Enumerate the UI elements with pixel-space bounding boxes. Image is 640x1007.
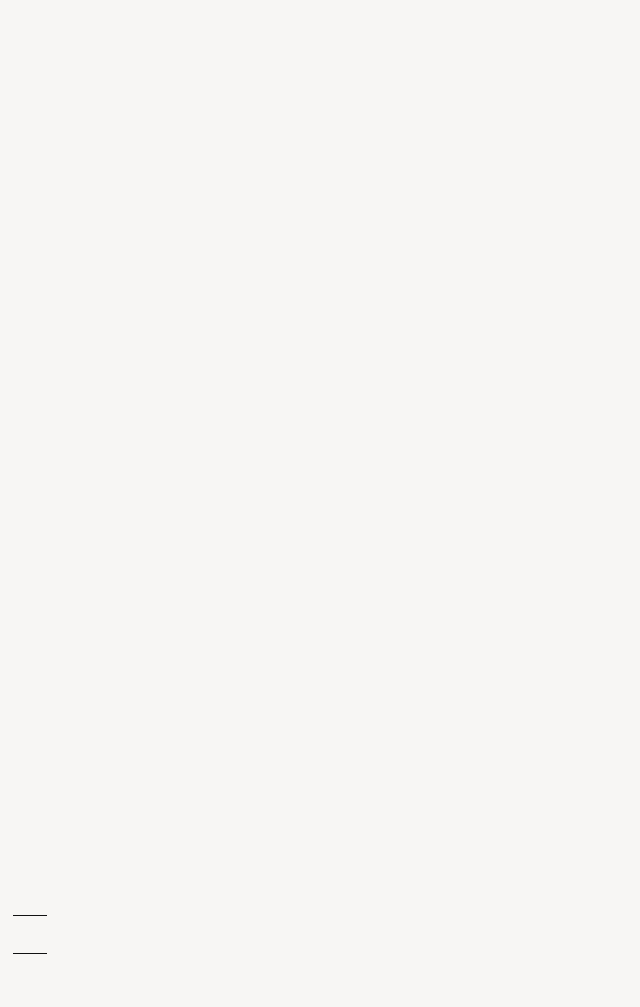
handwritten-equation-hcl — [12, 896, 48, 916]
condition-mark — [13, 943, 47, 954]
condition-mark — [13, 905, 47, 916]
handwritten-equation-nacl — [12, 934, 48, 954]
